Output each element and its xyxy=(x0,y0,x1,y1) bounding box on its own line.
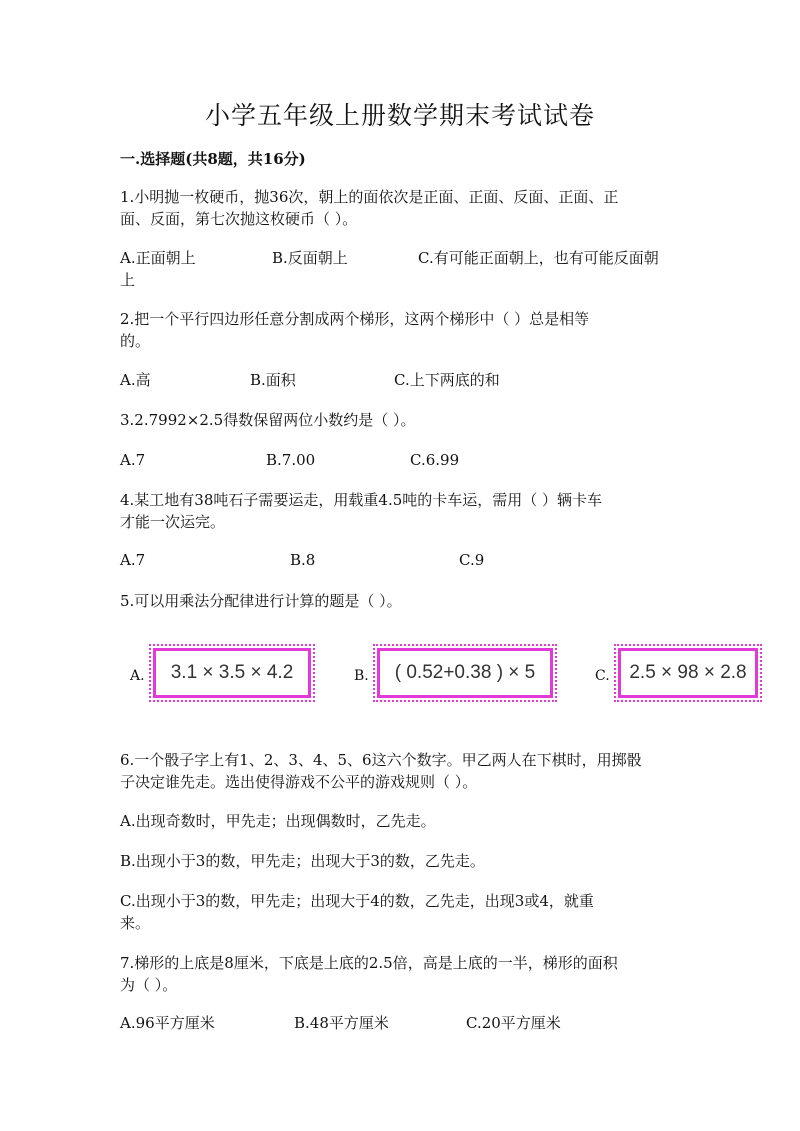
question-1-option-a: A.正面朝上 xyxy=(120,249,196,267)
question-1-option-c: C.有可能正面朝上，也有可能反面朝 xyxy=(418,249,659,267)
question-3-option-a: A.7 xyxy=(120,451,146,469)
question-3-line-1: 3.2.7992×2.5得数保留两位小数约是（ ）。 xyxy=(120,411,416,429)
question-1-option-b: B.反面朝上 xyxy=(272,249,348,267)
question-5-option-c-label: C. xyxy=(595,668,610,684)
question-7-line-2: 为（ ）。 xyxy=(120,976,178,994)
question-1-option-c-wrap: 上 xyxy=(120,271,136,289)
question-5-option-a-expression: 3.1 × 3.5 × 4.2 xyxy=(170,662,294,683)
question-5-option-a-box xyxy=(153,648,311,698)
question-6-option-c: C.出现小于3的数，甲先走；出现大于4的数，乙先走，出现3或4，就重 xyxy=(120,892,594,910)
question-6-line-1: 6.一个骰子字上有1、2、3、4、5、6这六个数字。甲乙两人在下棋时，用掷骰 xyxy=(120,751,642,769)
question-4-option-b: B.8 xyxy=(290,551,316,569)
question-2-option-a: A.高 xyxy=(120,371,151,389)
question-5-option-b-label: B. xyxy=(354,668,369,684)
question-5-option-b-box xyxy=(377,648,553,698)
question-5-line-1: 5.可以用乘法分配律进行计算的题是（ ）。 xyxy=(120,592,402,610)
question-6-option-b: B.出现小于3的数，甲先走；出现大于3的数，乙先走。 xyxy=(120,852,485,870)
question-4-line-2: 才能一次运完。 xyxy=(120,513,226,531)
question-6-option-c-wrap: 来。 xyxy=(120,914,151,932)
question-5-option-a-label: A. xyxy=(130,668,145,684)
question-1-line-1: 1.小明抛一枚硬币，抛36次，朝上的面依次是正面、正面、反面、正面、正 xyxy=(120,188,619,206)
question-2-option-c: C.上下两底的和 xyxy=(394,371,500,389)
question-7-option-c: C.20平方厘米 xyxy=(466,1014,561,1032)
page-title: 小学五年级上册数学期末考试试卷 xyxy=(204,101,595,130)
question-6-line-2: 子决定谁先走。选出使得游戏不公平的游戏规则（ ）。 xyxy=(120,773,478,791)
question-7-option-b: B.48平方厘米 xyxy=(294,1014,389,1032)
question-5-option-c-expression: 2.5 × 98 × 2.8 xyxy=(629,662,747,683)
question-3-option-c: C.6.99 xyxy=(410,451,460,469)
question-4-option-c: C.9 xyxy=(459,551,485,569)
question-2-line-2: 的。 xyxy=(120,332,151,350)
question-5-option-b-expression: ( 0.52+0.38 ) × 5 xyxy=(394,662,536,683)
question-4-line-1: 4.某工地有38吨石子需要运走，用载重4.5吨的卡车运，需用（ ）辆卡车 xyxy=(120,491,603,509)
question-4-option-a: A.7 xyxy=(120,551,146,569)
section-heading: 一.选择题(共8题，共16分) xyxy=(120,150,306,168)
question-1-line-2: 面、反面，第七次抛这枚硬币（ ）。 xyxy=(120,210,358,228)
question-7-option-a: A.96平方厘米 xyxy=(120,1014,215,1032)
question-3-option-b: B.7.00 xyxy=(266,451,316,469)
question-2-option-b: B.面积 xyxy=(250,371,296,389)
question-5-option-c-box xyxy=(618,648,758,698)
question-7-line-1: 7.梯形的上底是8厘米，下底是上底的2.5倍，高是上底的一半，梯形的面积 xyxy=(120,954,618,972)
question-6-option-a: A.出现奇数时，甲先走；出现偶数时，乙先走。 xyxy=(120,812,436,830)
question-2-line-1: 2.把一个平行四边形任意分割成两个梯形，这两个梯形中（ ）总是相等 xyxy=(120,310,590,328)
